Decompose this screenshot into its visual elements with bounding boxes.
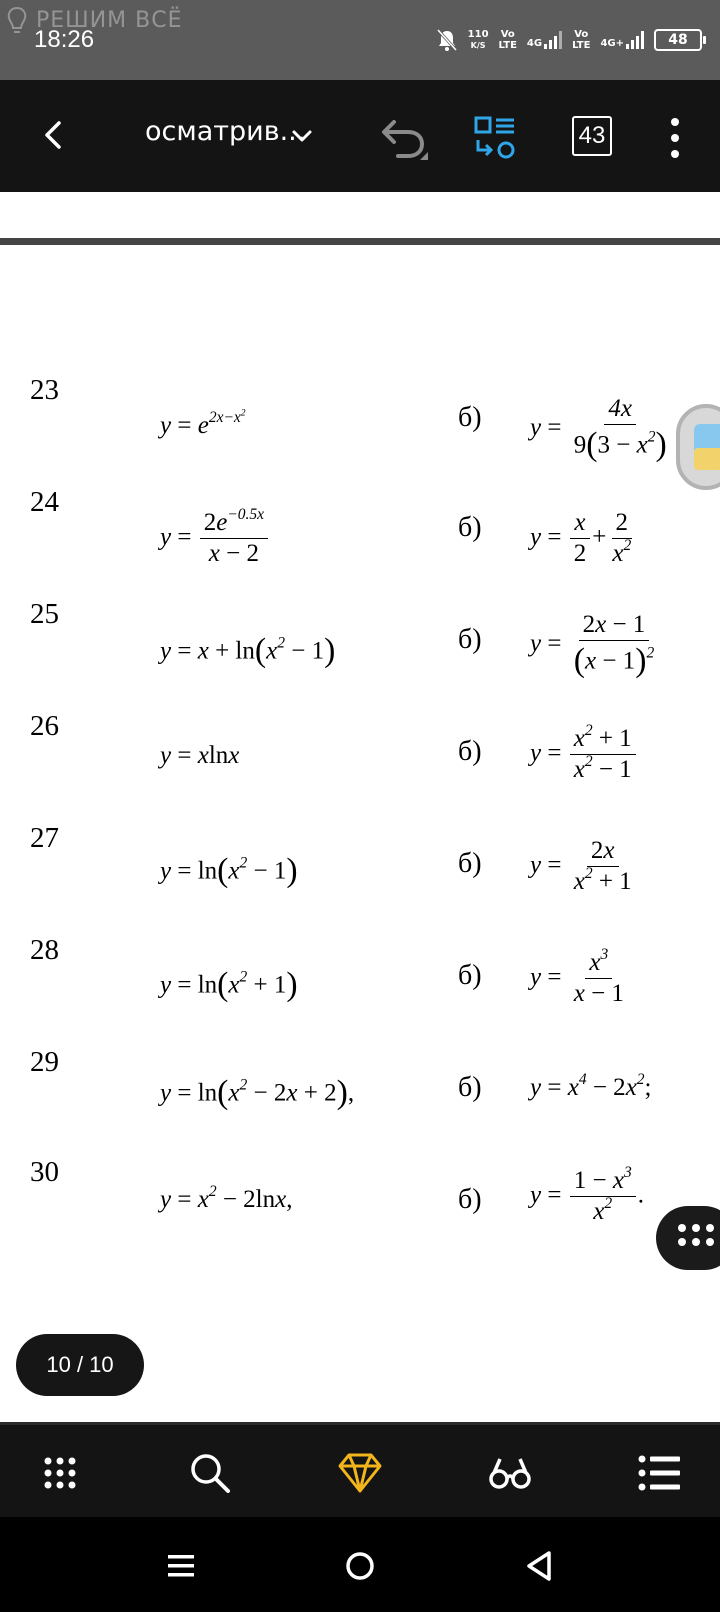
apps-button[interactable] [32, 1445, 88, 1501]
back-icon [41, 119, 65, 151]
recents-button[interactable] [158, 1543, 204, 1589]
reflow-icon[interactable] [472, 114, 520, 162]
bottom-toolbar [0, 1422, 720, 1517]
system-back-button[interactable] [516, 1543, 562, 1589]
task-number: 28 [30, 934, 59, 966]
task-25-formula-a: $y = x + \ln(x^2 - 1)$ [160, 632, 336, 669]
task-28-formula-a: $y = \ln(x^2 + 1)$ [160, 966, 298, 1003]
task-30-formula-a: $y = x^2 - 2\ln x$, [160, 1183, 293, 1213]
option-b-label: б) [458, 512, 482, 543]
task-25-formula-b: y = $\frac{2x - 1}{(x - 1)^2}$ [530, 611, 655, 680]
home-icon [344, 1550, 376, 1582]
task-number: 24 [30, 486, 59, 518]
floating-menu-button[interactable] [656, 1206, 720, 1270]
task-number: 29 [30, 1046, 59, 1078]
watermark-text: РЕШИМ ВСЁ [36, 8, 183, 33]
undo-icon[interactable] [376, 114, 432, 164]
sim1-volte: Vo LTE [498, 29, 517, 51]
document-title[interactable]: осматрив... [145, 116, 306, 147]
option-b-label: б) [458, 624, 482, 655]
back-button[interactable] [28, 110, 78, 160]
sim2-signal: 4G+ [600, 31, 644, 49]
top-toolbar [0, 80, 720, 192]
floating-assistant-button[interactable] [676, 404, 720, 490]
recents-icon [166, 1553, 196, 1579]
task-27-formula-a: $y = \ln(x^2 - 1)$ [160, 852, 298, 889]
list-icon [638, 1455, 682, 1491]
option-b-label: б) [458, 848, 482, 879]
task-number: 27 [30, 822, 59, 854]
option-b-label: б) [458, 402, 482, 433]
more-icon[interactable] [660, 114, 690, 162]
signal-icon [626, 31, 644, 49]
contents-button[interactable] [632, 1445, 688, 1501]
reading-mode-icon [488, 1455, 532, 1491]
net-speed: 110 K/S [467, 29, 489, 50]
home-button[interactable] [337, 1543, 383, 1589]
option-b-label: б) [458, 960, 482, 991]
document-page [0, 192, 720, 1422]
page-count-button[interactable]: 43 [572, 116, 612, 156]
task-number: 30 [30, 1156, 59, 1188]
search-button[interactable] [182, 1445, 238, 1501]
signal-icon [544, 31, 562, 49]
task-26-formula-a: y = xlnx [160, 742, 240, 769]
apps-icon [42, 1455, 78, 1491]
premium-icon [337, 1452, 383, 1494]
task-30-formula-b: y = $\frac{1 - x^3}{x^2}$ . [530, 1164, 644, 1226]
task-27-formula-b: y = $\frac{2x}{x^2 + 1}$ [530, 837, 632, 896]
page-divider [0, 238, 720, 245]
sim2-volte: Vo LTE [572, 29, 591, 51]
task-24-formula-b: y = $\frac{x}{2}$ + $\frac{2}{x^2}$ [530, 509, 632, 568]
option-b-label: б) [458, 1072, 482, 1103]
lightbulb-icon [6, 6, 28, 40]
task-24-formula-a: y = $\frac{2e^{-0.5x}}{x - 2}$ [160, 510, 270, 568]
task-23-formula-b: y = $\frac{4x}{9(3 - x^2)}$ [530, 395, 667, 464]
task-28-formula-b: y = $\frac{x^3}{x - 1}$ [530, 946, 624, 1008]
option-b-label: б) [458, 736, 482, 767]
system-navigation-bar [0, 1517, 720, 1612]
status-time: 18:26 [34, 26, 95, 53]
sim1-signal: 4G [527, 31, 562, 49]
task-number: 26 [30, 710, 59, 742]
reading-mode-button[interactable] [482, 1445, 538, 1501]
task-23-formula-a: $y = e^{2x-x^2}$ [160, 407, 246, 439]
status-icons [436, 22, 702, 58]
premium-button[interactable] [332, 1445, 388, 1501]
task-29-formula-a: $y = \ln(x^2 - 2x + 2)$, [160, 1074, 355, 1111]
task-26-formula-b: y = $\frac{x^2 + 1}{x^2 - 1}$ [530, 726, 638, 784]
mute-icon [436, 28, 458, 52]
task-29-formula-b: $y = x^4 - 2x^2$; [530, 1071, 652, 1101]
page-indicator: 10 / 10 [16, 1334, 144, 1396]
status-bar [0, 0, 720, 80]
back-nav-icon [525, 1550, 553, 1582]
search-icon [188, 1451, 232, 1495]
option-b-label: б) [458, 1184, 482, 1215]
task-number: 25 [30, 598, 59, 630]
task-number: 23 [30, 374, 59, 406]
chevron-down-icon[interactable] [290, 124, 314, 148]
battery-indicator: 48 [654, 29, 702, 51]
